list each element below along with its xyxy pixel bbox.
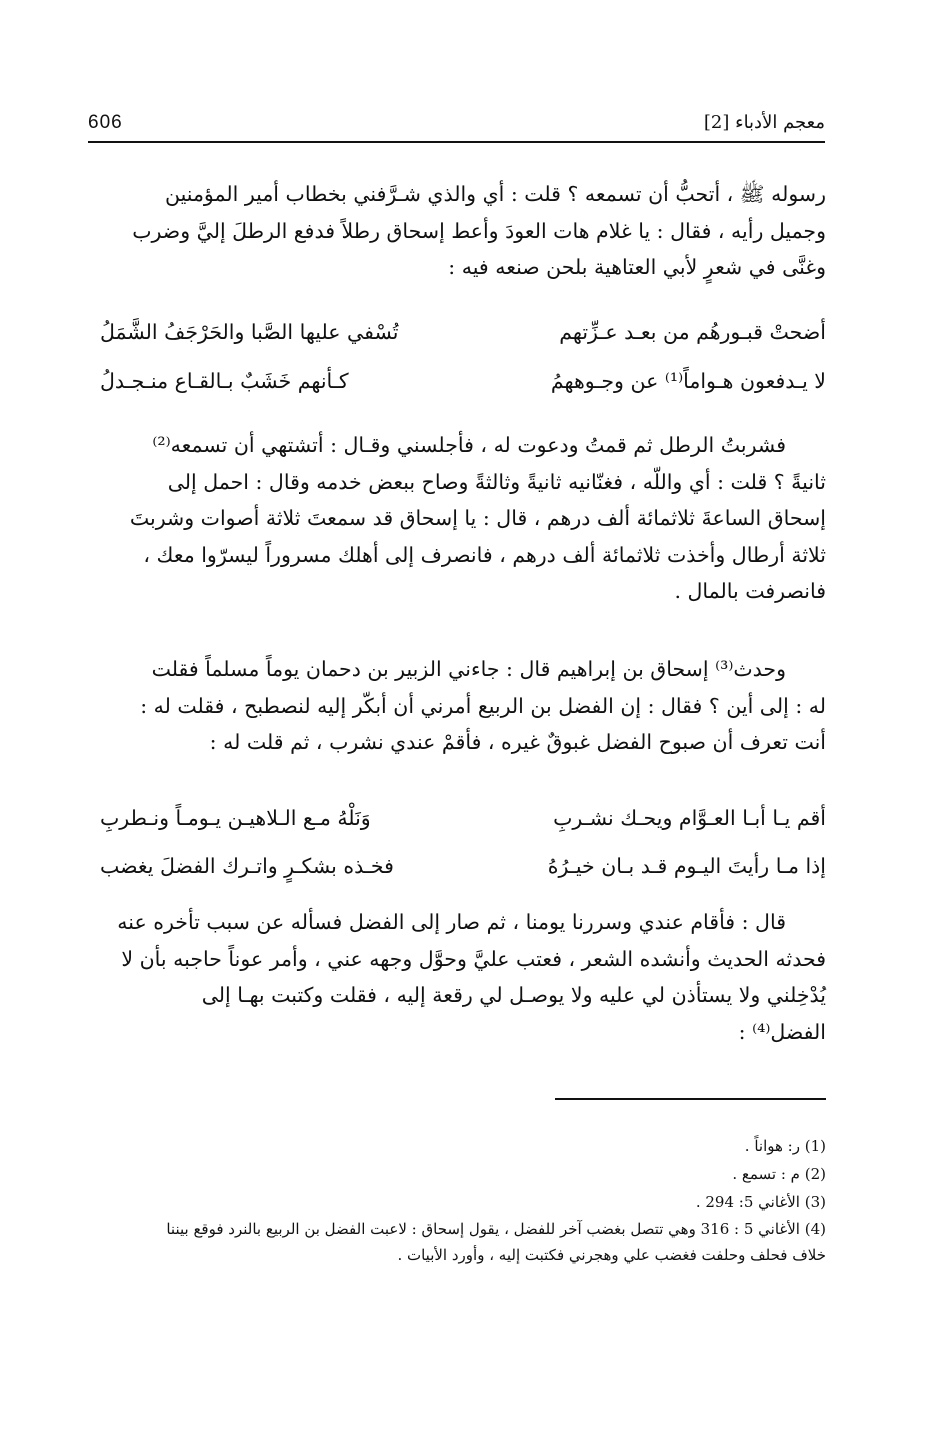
verse-first-hemistich: أقم يـا أبـا العـوَّام ويحـك نشـربِ	[553, 806, 826, 830]
footnotes	[160, 1132, 826, 1268]
footnote-2: (2) م : تسمع .	[732, 1165, 826, 1183]
page-number: 606	[88, 112, 123, 133]
verse-first-hemistich: لا يـدفعون هـواماً⁽¹⁾ عن وجـوههمُ	[550, 369, 826, 393]
footnote-3: (3) الأغاني 5: 294 .	[695, 1193, 826, 1211]
text-line: وحدث⁽³⁾ إسحاق بن إبراهيم قال : جاءني الزبير بن دحمان يوماً مسلماً فقلت	[151, 657, 786, 681]
paragraph-2	[78, 427, 826, 610]
verse-first-hemistich: أضحتْ قبـورهُم من بعـد عـزِّتهم	[559, 320, 826, 344]
verse-second-hemistich: وَنَلْهُ مـع الـلاهيـن يـومـاً ونـطربِ	[100, 806, 371, 830]
text-line: ثانيةً ؟ قلت : أي واللّه ، فغنّانيه ثانيةً وثالثةً وصاح ببعض خدمه وقال : احمل إلى	[167, 469, 826, 494]
text-line: الفضل⁽⁴⁾ :	[738, 1019, 826, 1044]
text-line: له : إلى أين ؟ فقال : إن الفضل بن الربيع أمرني أن أبكّر إليه لنصطبح ، فقلت له :	[140, 693, 826, 718]
verse-second-hemistich: فخـذه بشكـرٍ واتـرك الفضلَ يغضب	[100, 854, 394, 878]
poem-2-verse-2	[78, 848, 826, 884]
paragraph-3	[78, 651, 826, 761]
text-line: فانصرفت بالمال .	[674, 579, 826, 603]
verse-second-hemistich: كـأنهم خَشَبٌ بـالقـاع منـجـدلُ	[100, 369, 349, 393]
text-line: وغنَّى في شعرٍ لأبي العتاهية بلحن صنعه فيه :	[448, 255, 826, 279]
paragraph-4	[78, 904, 826, 1050]
footnote-4: (4) الأغاني 5 : 316 وهي تتصل بغضب آخر للفضل ، يقول إسحاق : لاعبت الفضل بن الربيع بالنرد فوقع بيننا خلاف فحلف وحلفت فغضب علي وهجرني فكتبت إليه ، وأورد الأبيات .	[166, 1220, 826, 1264]
text-line: يُدْخِلني ولا يستأذن لي عليه ولا يوصـل لي رقعة إليه ، فقلت وكتبت بهـا إلى	[201, 983, 826, 1007]
text-line: وجميل رأيه ، فقال : يا غلام هات العودَ وأعط إسحاق رطلاً فدفع الرطلَ إليَّ وضرب	[132, 218, 826, 243]
text-line: قال : فأقام عندي وسررنا يومنا ، ثم صار إلى الفضل فسأله عن سبب تأخره عنه	[117, 910, 786, 934]
poem-2-verse-1	[78, 800, 826, 836]
page-header	[88, 108, 825, 142]
footnote-rule	[555, 1098, 826, 1100]
running-title: معجم الأدباء [2]	[703, 112, 825, 133]
poem-1-verse-2	[78, 363, 826, 399]
text-line: فحدثه الحديث وأنشده الشعر ، فعتب عليَّ وحوَّل وجهه عني ، وأمر عوناً حاجبه بأن لا	[121, 946, 826, 971]
header-rule	[88, 141, 825, 143]
text-line: فشربتُ الرطل ثم قمتُ ودعوت له ، فأجلسني وقـال : أتشتهي أن تسمعه⁽²⁾	[152, 433, 786, 457]
text-line: رسوله ﷺ ، أتحبُّ أن تسمعه ؟ قلت : أي والذي شـرَّفني بخطاب أمير المؤمنين	[164, 182, 826, 206]
footnote-1: (1) ر: هواناً .	[744, 1137, 826, 1155]
text-line: أنت تعرف أن صبوح الفضل غبوقٌ غيره ، فأقمْ عندي نشرب ، ثم قلت له :	[209, 730, 826, 754]
verse-first-hemistich: إذا مـا رأيتَ اليـوم قـد بـان خيـرُهُ	[547, 854, 826, 878]
text-line: ثلاثة أرطال وأخذت ثلاثمائة ألف درهم ، فانصرف إلى أهلك مسروراً ليسرّوا معك ،	[143, 542, 826, 567]
verse-second-hemistich: تُسْفي عليها الصَّبا والحَرْجَفُ الشَّمَلُ	[100, 320, 399, 344]
text-line: إسحاق الساعةَ ثلاثمائة ألف درهم ، قال : يا إسحاق قد سمعتَ ثلاثة أصوات وشربتَ	[129, 506, 826, 530]
paragraph-1	[78, 176, 826, 286]
poem-1-verse-1	[78, 314, 826, 350]
